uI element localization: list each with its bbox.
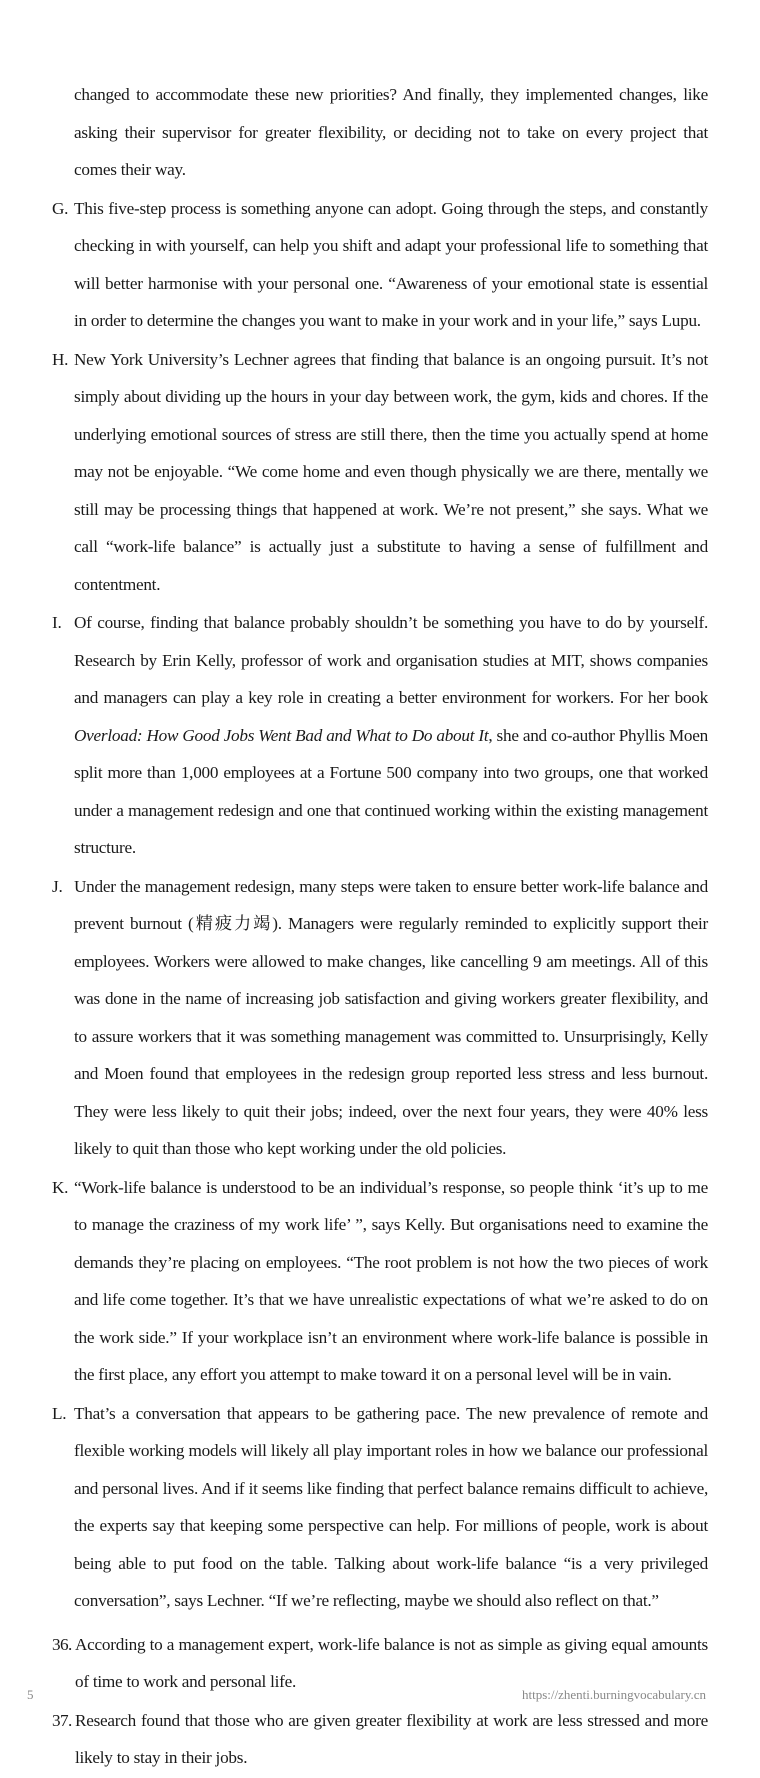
paragraph-i — [52, 604, 708, 867]
paragraph-label: H. — [52, 349, 69, 369]
paragraph-text: “Work-life balance is understood to be an individual’s response, so people think ‘it’s up to me to manage the craziness of my work life’ ”, says Kelly. But organisations need to examine the demands they’re placing on employees. “The root problem is not how the two pieces of work and life come together. It’s that we have unrealistic expectations of what we’re asked to do on the work side.” If your workplace isn’t an environment where work-life balance is possible in the first place, any effort you attempt to make toward it on a personal level will be in vain. — [74, 1177, 708, 1384]
paragraph-text: New York University’s Lechner agrees that finding that balance is an ongoing pursuit. It’s not simply about dividing up the hours in your day between work, the gym, kids and chores. If the underlying emotional sources of stress are still there, then the time you actually spend at home may not be enjoyable. “We come home and even though physically we are there, mentally we still may be processing things that happened at work. We’re not present,” she says. What we call “work-life balance” is actually just a substitute to having a sense of fulfillment and contentment. — [74, 349, 708, 594]
page-number: 5 — [27, 1687, 34, 1702]
paragraph-text: This five-step process is something anyone can adopt. Going through the steps, and constantly checking in with yourself, can help you shift and adapt your professional life to something that will better harmonise with your personal one. “Awareness of your emotional state is essential in order to determine the changes you want to make in your work and in your life,” says Lupu. — [74, 198, 708, 330]
paragraph-l — [52, 1395, 708, 1620]
question-text: Research found that those who are given greater flexibility at work are less stressed and more likely to stay in their jobs. — [75, 1710, 708, 1767]
document-body — [52, 76, 708, 1778]
paragraph-j — [52, 868, 708, 1168]
paragraph-label: J. — [52, 876, 63, 896]
paragraph-label: I. — [52, 613, 62, 632]
paragraph-label: K. — [52, 1177, 69, 1197]
paragraph-h — [52, 341, 708, 604]
paragraph-continuation: changed to accommodate these new priorities? And finally, they implemented changes, like asking their supervisor for greater flexibility, or deciding not to take on every project that comes their way. — [74, 85, 708, 179]
question-37 — [52, 1702, 708, 1777]
paragraph-g — [52, 190, 708, 340]
paragraph-label: L. — [52, 1403, 67, 1423]
paragraph-label: G. — [52, 198, 69, 218]
book-title: Overload: How Good Jobs Went Bad and What to Do about It — [74, 725, 489, 745]
paragraph-text: That’s a conversation that appears to be gathering pace. The new prevalence of remote and flexible working models will likely all play important roles in how we balance our professional and personal lives. And if it seems like finding that perfect balance remains difficult to achieve, the experts say that keeping some perspective can help. For millions of people, work is about being able to put food on the table. Talking about work-life balance “is a very privileged conversation”, says Lechner. “If we’re reflecting, maybe we should also reflect on that.” — [74, 1403, 708, 1610]
question-number: 37. — [52, 1710, 72, 1730]
paragraph-text: Under the management redesign, many steps were taken to ensure better work-life balance and prevent burnout (精疲力竭). Managers were regularly reminded to explicitly support their employees. Workers were allowed to make changes, like cancelling 9 am meetings. All of this was done in the name of increasing job satisfaction and giving workers greater flexibility, and to assure workers that it was something management was committed to. Unsurprisingly, Kelly and Moen found that employees in the redesign group reported less stress and less burnout. They were less likely to quit their jobs; indeed, over the next four years, they were 40% less likely to quit than those who kept working under the old policies. — [74, 876, 708, 1158]
paragraph-text — [74, 604, 708, 867]
paragraph-k — [52, 1169, 708, 1394]
source-url[interactable]: https://zhenti.burningvocabulary.cn — [522, 1687, 706, 1702]
paragraph-text-after: , she and co-author Phyllis Moen split more than 1,000 employees at a Fortune 500 company into two groups, one that worked under a management redesign and one that continued working within the existing management structure. — [74, 725, 708, 857]
question-number: 36. — [52, 1634, 72, 1654]
question-text: According to a management expert, work-life balance is not as simple as giving equal amounts of time to work and personal life. — [75, 1634, 708, 1691]
paragraph-text-before: Of course, finding that balance probably shouldn’t be something you have to do by yourself. Research by Erin Kelly, professor of work and organisation studies at MIT, shows companies and managers can play a key role in creating a better environment for workers. For her book — [74, 613, 708, 707]
